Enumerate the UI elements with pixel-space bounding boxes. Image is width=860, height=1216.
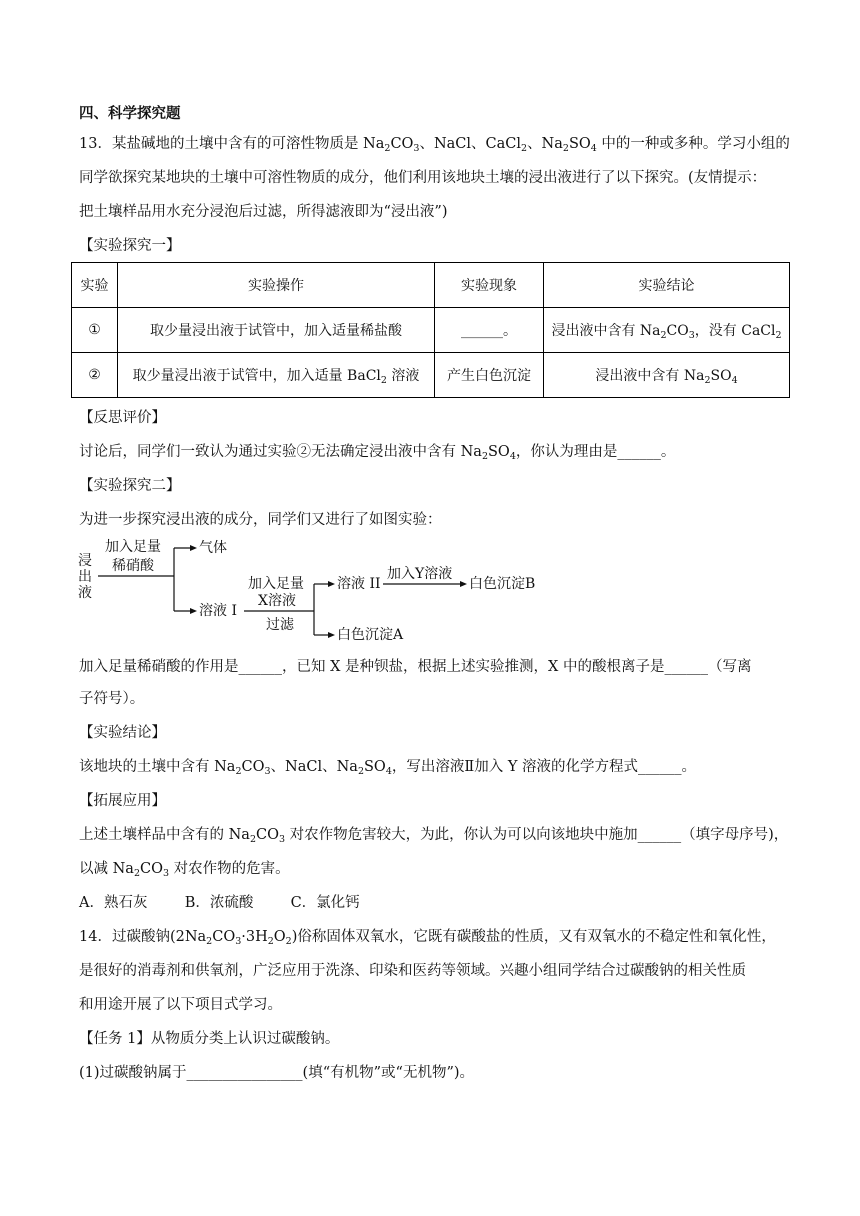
table-header: 实验现象 (435, 263, 544, 308)
table-header: 实验结论 (544, 263, 790, 308)
nitric-question-line-2: 子符号）。 (79, 691, 145, 707)
table-cell: 取少量浸出液于试管中，加入适量 BaCl$_2$ 溶液 (118, 353, 435, 398)
explore2-intro: 为进一步探究浸出液的成分，同学们又进行了如图实验： (79, 512, 442, 528)
table-cell: 取少量浸出液于试管中，加入适量稀盐酸 (118, 308, 435, 353)
step2-top-label: 加入足量 (248, 576, 304, 592)
table-row (72, 308, 790, 353)
task1-question: (1)过碳酸钠属于________________(填“有机物”或“无机物”)。 (79, 1065, 475, 1081)
table-row (72, 353, 790, 398)
solution1-label: 溶液 I (199, 603, 237, 619)
precipitate-b-label: 白色沉淀B (469, 576, 536, 592)
task1-heading: 【任务 1】从物质分类上认识过碳酸钠。 (79, 1031, 340, 1047)
conclusion-heading: 【实验结论】 (79, 725, 166, 741)
answer-options (79, 893, 360, 913)
table-cell: 产生白色沉淀 (435, 353, 544, 398)
conclusion-line: 该地块的土壤中含有 $Na_2CO_3$、NaCl、$Na_2SO_4$，写出溶液Ⅱ加入 Y 溶液的化学方程式______。 (79, 759, 697, 777)
solution2-label: 溶液 II (337, 576, 381, 592)
answer-blank[interactable]: ________________ (186, 1065, 303, 1081)
section-title: 四、科学探究题 (79, 105, 181, 122)
expand-line-1: 上述土壤样品中含有的 $Na_2CO_3$ 对农作物危害较大，为此，你认为可以向该地块中施加______（填字母序号)， (79, 827, 789, 845)
option-b: B．浓硫酸 (184, 895, 254, 911)
nitric-question-line-1: 加入足量稀硝酸的作用是______，已知 X 是种钡盐，根据上述实验推测，X 中的酸根离子是______（写离 (79, 659, 752, 675)
table-header: 实验操作 (118, 263, 435, 308)
step1-bottom-label: 稀硝酸 (112, 558, 154, 574)
table-cell: 浸出液中含有 $Na_2CO_3$，没有 CaCl$_2$ (544, 308, 790, 353)
table-cell: ① (72, 308, 118, 353)
q13-line-1: 13．某盐碱地的土壤中含有的可溶性物质是 $Na_2CO_3$、NaCl、CaCl$_2$、$Na_2SO_4$ 中的一种或多种。学习小组的 (79, 136, 790, 154)
start-leach-3: 液 (78, 585, 92, 601)
option-a: A．熟石灰 (79, 895, 148, 911)
reflect-line: 讨论后，同学们一致认为通过实验②无法确定浸出液中含有 $Na_2SO_4$，你认为理由是______。 (79, 444, 676, 462)
start-leach-1: 浸 (78, 553, 92, 569)
experiment-table (71, 262, 790, 398)
gas-label: 气体 (199, 540, 227, 556)
explore2-heading: 【实验探究二】 (79, 478, 181, 494)
q14-line-2: 是很好的消毒剂和供氧剂，广泛应用于洗涤、印染和医药等领域。兴趣小组同学结合过碳酸钠的相关性质 (79, 963, 746, 979)
precipitate-a-label: 白色沉淀A (337, 627, 404, 643)
q14-line-3: 和用途开展了以下项目式学习。 (79, 997, 282, 1013)
explore1-heading: 【实验探究一】 (79, 238, 181, 254)
expand-heading: 【拓展应用】 (79, 793, 166, 809)
table-cell: ② (72, 353, 118, 398)
start-leach-2: 出 (78, 569, 92, 585)
table-header-row (72, 263, 790, 308)
step2-mid-label: X溶液 (258, 593, 296, 609)
table-cell: 浸出液中含有 $Na_2SO_4$ (544, 353, 790, 398)
table-header: 实验 (72, 263, 118, 308)
experiment-flow-diagram (78, 535, 558, 647)
step1-top-label: 加入足量 (105, 539, 161, 555)
option-c: C．氯化钙 (290, 895, 360, 911)
expand-line-2: 以减 $Na_2CO_3$ 对农作物的危害。 (79, 861, 290, 879)
table-cell: ______。 (435, 308, 544, 353)
step3-label: 加入Y溶液 (387, 566, 453, 582)
step2-bottom-label: 过滤 (266, 617, 294, 633)
q13-line-3: 把土壤样品用水充分浸泡后过滤，所得滤液即为“浸出液”) (79, 204, 448, 220)
q14-line-1: 14．过碳酸钠$(2Na_2CO_3\cdot 3H_2O_2)$俗称固体双氧水，它既有碳酸盐的性质，又有双氧水的不稳定性和氧化性， (79, 929, 776, 947)
reflect-heading: 【反思评价】 (79, 410, 166, 426)
q13-line-2: 同学欲探究某地块的土壤中可溶性物质的成分，他们利用该地块土壤的浸出液进行了以下探究。(友情提示： (79, 170, 767, 186)
